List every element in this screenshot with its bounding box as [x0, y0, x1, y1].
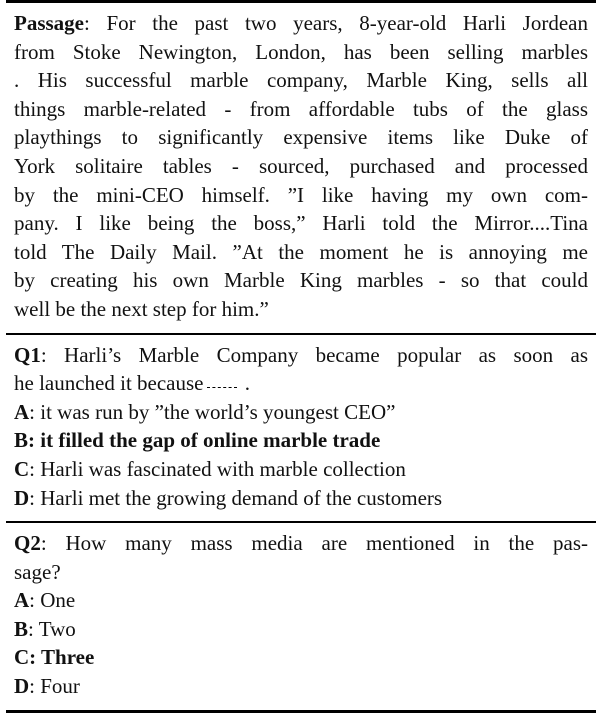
question-label: Q2 — [14, 531, 41, 556]
passage-line: told The Daily Mail. ”At the moment he is annoying me — [14, 239, 588, 264]
option-c-correct: C: Three — [14, 645, 95, 670]
option-d: D: Four — [14, 674, 80, 699]
option-b-correct: B: it filled the gap of online marble trade — [14, 428, 381, 453]
bottom-rule — [6, 710, 596, 713]
passage-label: Passage — [14, 11, 84, 35]
passage-line: by the mini-CEO himself. ”I like having my own com- — [14, 182, 588, 207]
answer-blank — [207, 386, 237, 388]
passage-line: things marble-related - from affordable tubs of the glass — [14, 96, 588, 121]
question-2-cell — [6, 523, 596, 710]
question-stem-line: Q2: How many mass media are mentioned in the pas- — [14, 531, 588, 556]
passage-line: playthings to significantly expensive items like Duke of — [14, 125, 588, 150]
question-stem-line: sage? — [14, 559, 61, 584]
example-table — [6, 0, 596, 713]
passage-line: from Stoke Newington, London, has been selling marbles — [14, 39, 588, 64]
passage-line: . His successful marble company, Marble King, sells all — [14, 68, 588, 93]
option-c: C: Harli was fascinated with marble collection — [14, 456, 406, 481]
option-d: D: Harli met the growing demand of the customers — [14, 485, 443, 510]
option-a: A: it was run by ”the world’s youngest CEO” — [14, 399, 396, 424]
question-1-cell — [6, 335, 596, 522]
passage-cell — [6, 3, 596, 333]
passage-line: York solitaire tables - sourced, purchased and processed — [14, 153, 588, 178]
passage-line: Passage: For the past two years, 8-year-old Harli Jordean — [14, 11, 588, 35]
option-b: B: Two — [14, 616, 76, 641]
option-a: A: One — [14, 588, 76, 613]
question-stem-line: he launched it because . — [14, 371, 250, 396]
question-stem-line: Q1: Harli’s Marble Company became popular as soon as — [14, 342, 588, 367]
passage-line: by creating his own Marble King marbles - so that could — [14, 268, 588, 293]
question-label: Q1 — [14, 342, 41, 367]
passage-line: pany. I like being the boss,” Harli told the Mirror....Tina — [14, 211, 588, 236]
passage-line: well be the next step for him.” — [14, 296, 269, 321]
